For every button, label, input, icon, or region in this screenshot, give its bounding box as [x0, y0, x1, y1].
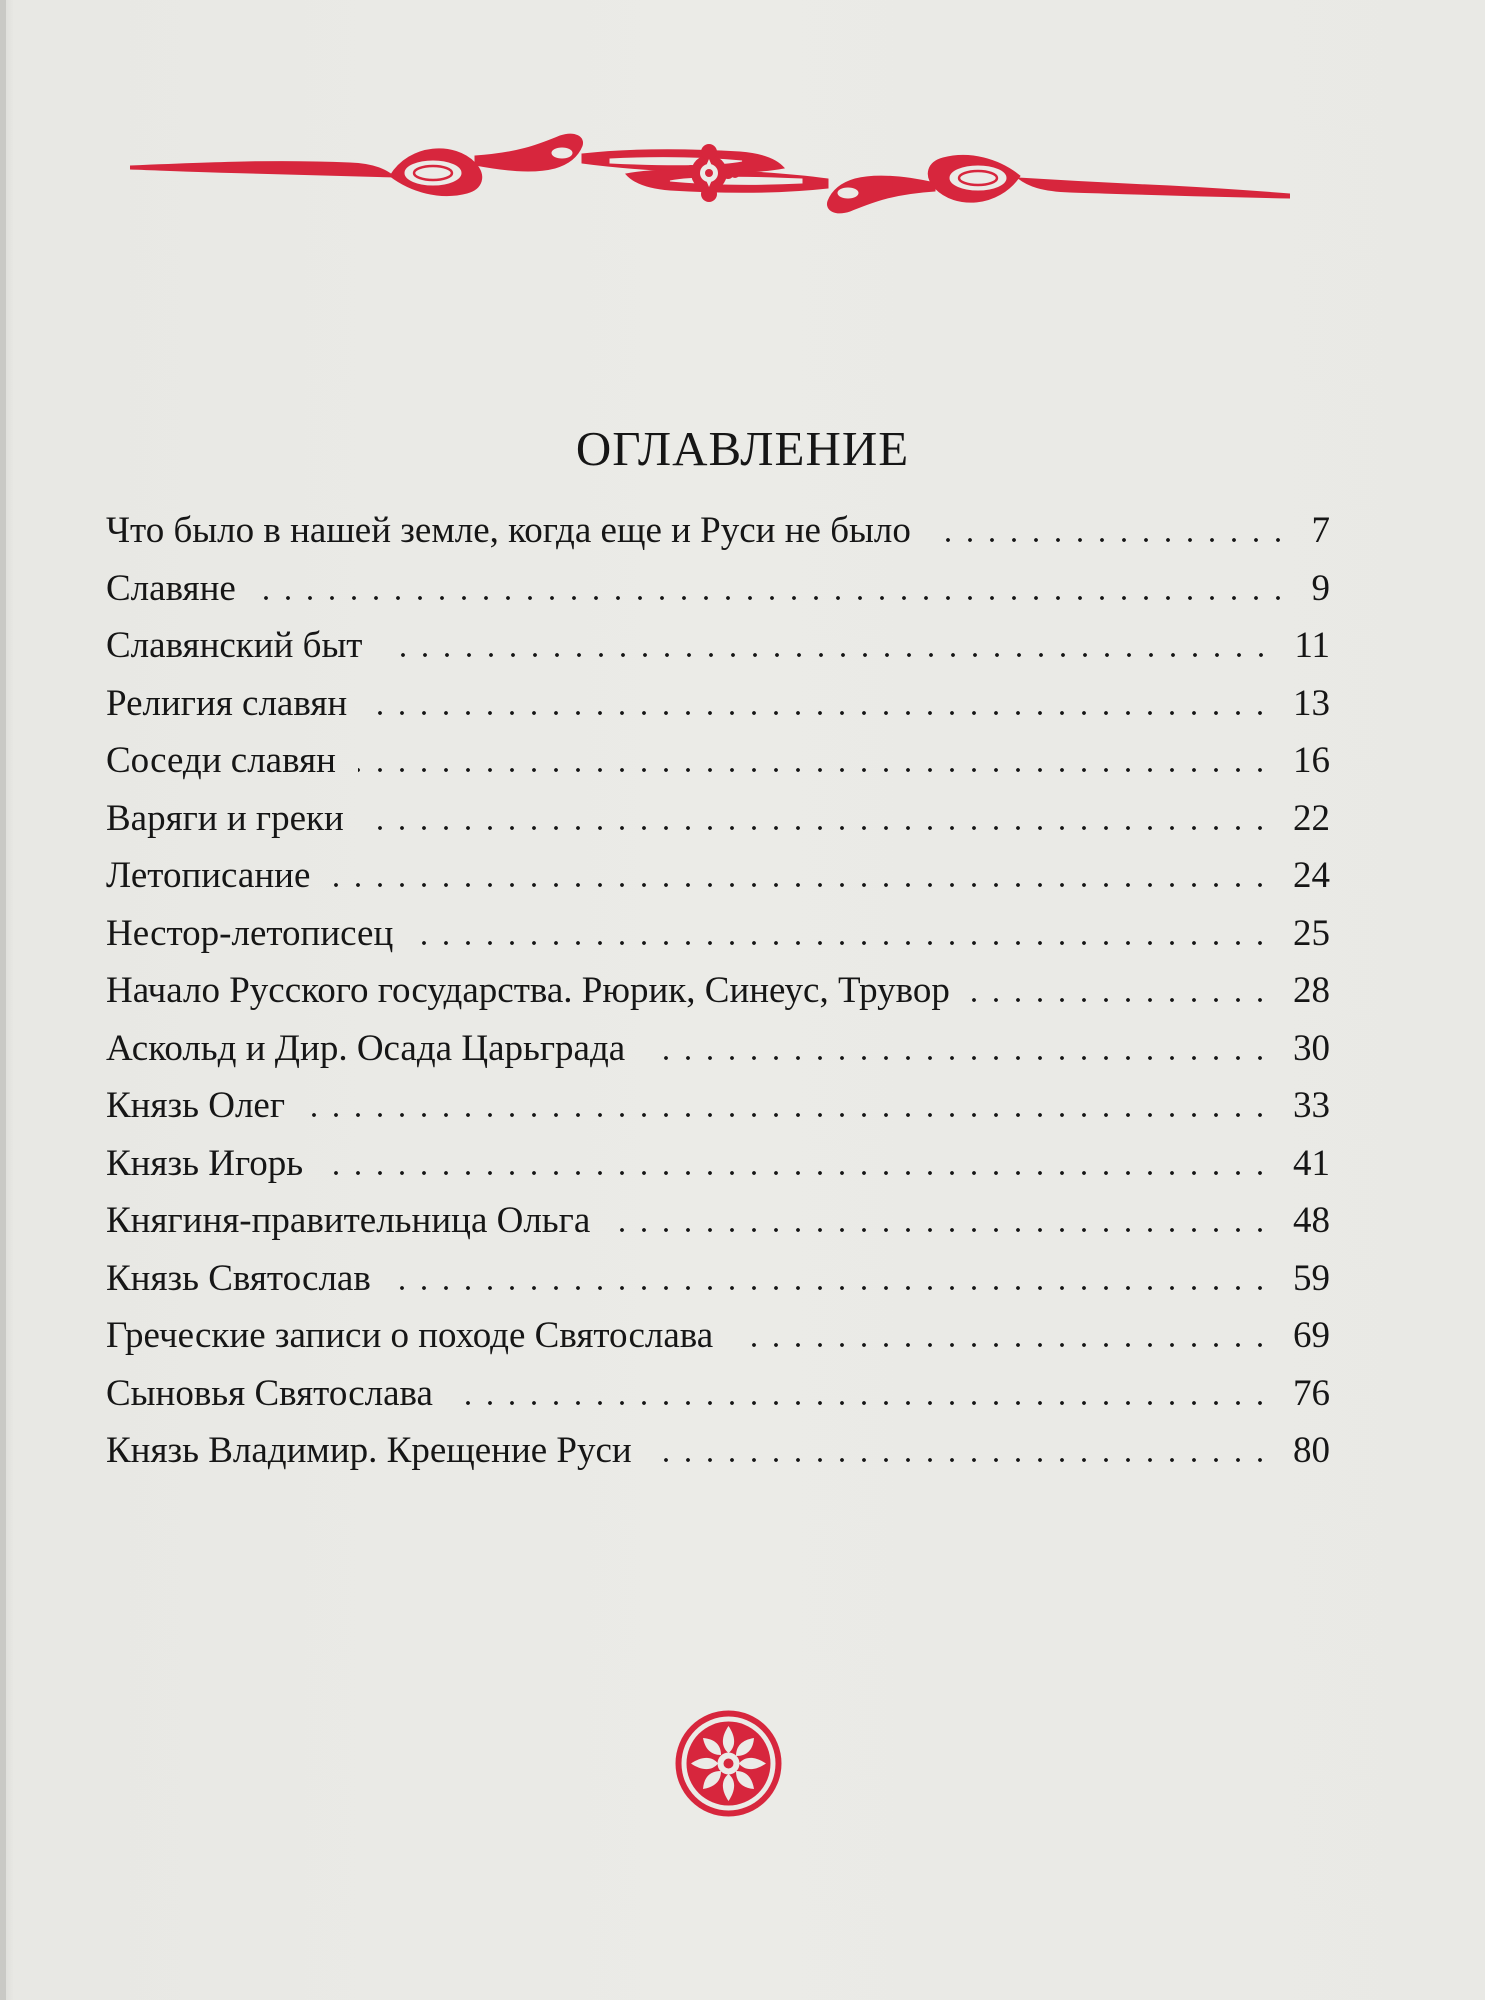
toc-entry-title: Славяне — [106, 567, 236, 609]
toc-page-number: 25 — [1293, 912, 1330, 954]
toc-entry-title: Соседи славян — [106, 740, 336, 781]
toc-page-number: 28 — [1293, 970, 1330, 1011]
toc-leader-dots — [369, 711, 1271, 715]
toc-entry[interactable] — [106, 905, 1330, 963]
toc-entry[interactable] — [106, 1250, 1330, 1308]
toc-leader-dots — [325, 1171, 1271, 1175]
toc-leader-dots — [654, 1458, 1271, 1462]
toc-page-number: 80 — [1293, 1430, 1330, 1471]
toc-page-number: 59 — [1293, 1257, 1330, 1299]
toc-entry[interactable] — [106, 1365, 1330, 1423]
toc-leader-dots — [332, 883, 1271, 887]
toc-entry-title: Начало Русского государства. Рюрик, Синеус, Трувор — [106, 970, 950, 1011]
toc-entry-title: Аскольд и Дир. Осада Царьграда — [106, 1027, 626, 1069]
toc-page-number: 48 — [1293, 1200, 1330, 1241]
toc-entry[interactable] — [106, 1422, 1330, 1480]
top-ornament-icon — [130, 128, 1290, 218]
toc-entry[interactable] — [106, 1192, 1330, 1250]
toc-entry-title: Княгиня-правительница Ольга — [106, 1200, 591, 1241]
toc-entry-title: Князь Олег — [106, 1085, 286, 1126]
toc-page-number: 13 — [1293, 682, 1330, 724]
toc-leader-dots — [358, 768, 1271, 772]
toc-leader-dots — [258, 596, 1289, 600]
toc-leader-dots — [384, 653, 1272, 657]
toc-page-number: 24 — [1293, 855, 1330, 896]
toc-entry[interactable] — [106, 1020, 1330, 1078]
toc-entry-title: Князь Владимир. Крещение Руси — [106, 1430, 632, 1471]
toc-leader-dots — [455, 1401, 1271, 1405]
toc-entry-title: Нестор-летописец — [106, 912, 394, 954]
toc-entry[interactable] — [106, 847, 1330, 905]
toc-entry[interactable] — [106, 1135, 1330, 1193]
toc-page-number: 30 — [1293, 1027, 1330, 1069]
toc-page-number: 76 — [1293, 1372, 1330, 1414]
toc-page-number: 7 — [1311, 510, 1330, 551]
toc-entry-title: Славянский быт — [106, 625, 363, 666]
toc-entry[interactable] — [106, 732, 1330, 790]
toc-leader-dots — [647, 1056, 1271, 1060]
page-edge — [0, 0, 6, 2000]
toc-entry[interactable] — [106, 675, 1330, 733]
toc-page-number: 22 — [1293, 797, 1330, 839]
toc-entry-title: Религия славян — [106, 682, 348, 724]
toc-page-number: 16 — [1293, 740, 1330, 781]
page-title: ОГЛАВЛЕНИЕ — [575, 421, 910, 476]
toc-entry-title: Летописание — [106, 855, 311, 896]
toc-leader-dots — [933, 538, 1289, 542]
toc-entry[interactable] — [106, 502, 1330, 560]
toc-entry[interactable] — [106, 1307, 1330, 1365]
bottom-rosette-icon — [673, 1708, 784, 1819]
toc-entry-title: Князь Игорь — [106, 1142, 304, 1184]
toc-leader-dots — [307, 1113, 1271, 1117]
toc-page-number: 69 — [1293, 1315, 1330, 1356]
toc-leader-dots — [366, 826, 1271, 830]
toc-entry-title: Сыновья Святослава — [106, 1372, 433, 1414]
toc-page-number: 11 — [1294, 625, 1330, 666]
toc-entry[interactable] — [106, 962, 1330, 1020]
toc-leader-dots — [612, 1228, 1271, 1232]
toc-page-number: 33 — [1293, 1085, 1330, 1126]
toc-entry[interactable] — [106, 1077, 1330, 1135]
toc-entry-title: Князь Святослав — [106, 1257, 371, 1299]
toc-leader-dots — [735, 1343, 1271, 1347]
toc-leader-dots — [972, 998, 1271, 1002]
toc-entry-title: Что было в нашей земле, когда еще и Руси не было — [106, 510, 911, 551]
toc-leader-dots — [415, 941, 1271, 945]
toc-page-number: 41 — [1293, 1142, 1330, 1184]
toc-entry-title: Варяги и греки — [106, 797, 344, 839]
toc-page-number: 9 — [1311, 567, 1330, 609]
table-of-contents — [106, 502, 1330, 1480]
toc-entry[interactable] — [106, 790, 1330, 848]
toc-entry[interactable] — [106, 560, 1330, 618]
toc-entry[interactable] — [106, 617, 1330, 675]
toc-leader-dots — [393, 1286, 1271, 1290]
toc-entry-title: Греческие записи о походе Святослава — [106, 1315, 714, 1356]
